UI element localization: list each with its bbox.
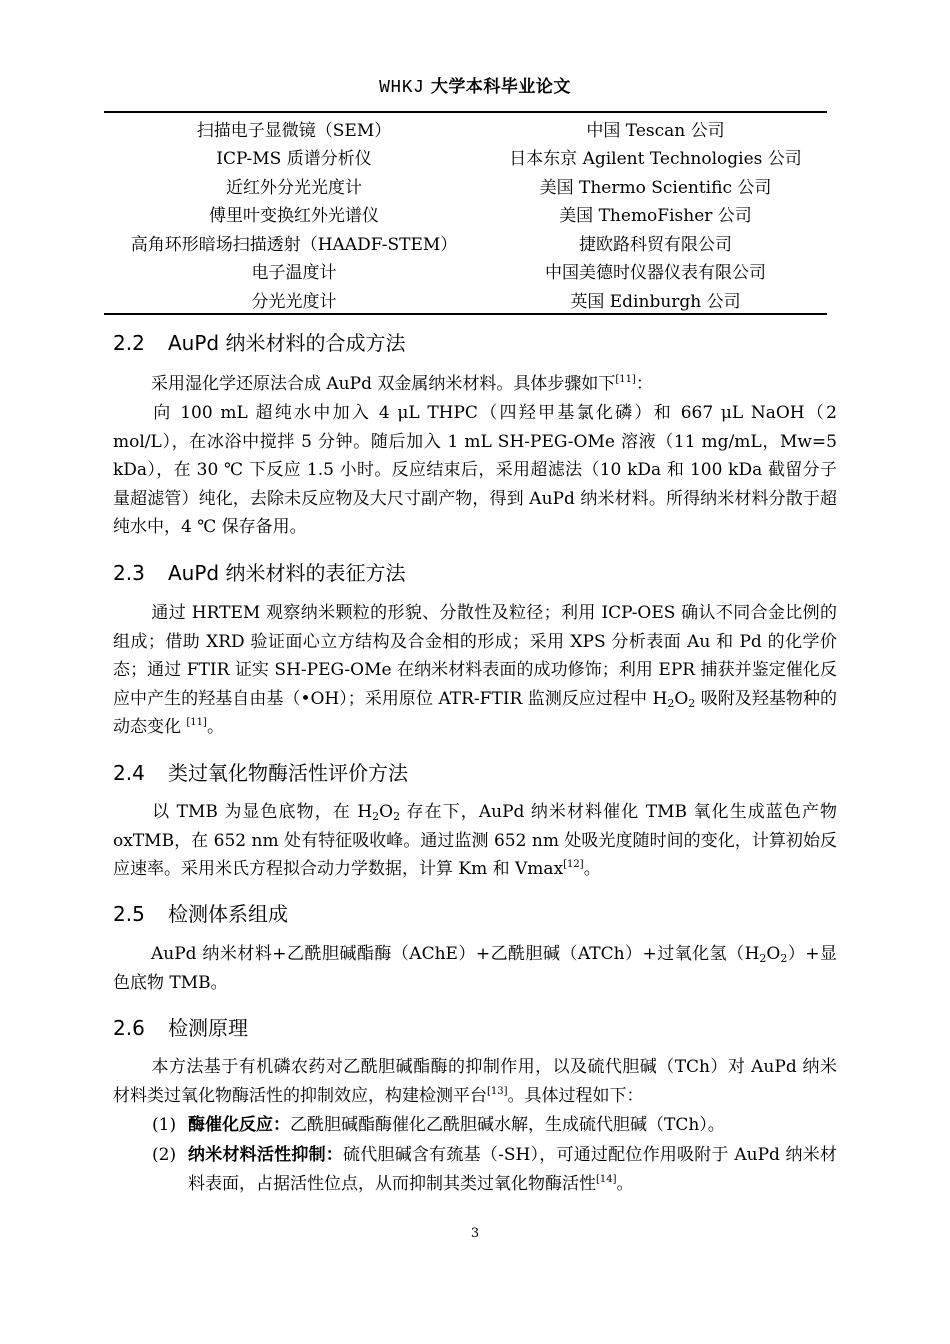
subscript: 2 bbox=[780, 952, 788, 965]
manufacturer: 中国美德时仪器仪表有限公司 bbox=[545, 263, 766, 284]
list-item-bold: 纳米材料活性抑制： bbox=[188, 1145, 344, 1165]
text: 。 bbox=[206, 717, 224, 738]
list-item-end: 。 bbox=[616, 1173, 634, 1194]
instrument-name: 傅里叶变换红外光谱仪 bbox=[209, 206, 379, 227]
section-number: 2.6 bbox=[113, 1016, 145, 1040]
table-top-rule bbox=[104, 111, 827, 113]
instrument-name: 分光光度计 bbox=[251, 291, 337, 312]
text: O bbox=[379, 802, 394, 822]
text: 向 100 mL 超纯水中加入 4 μL THPC（四羟甲基氯化磷）和 667 μL NaOH（2 mol/L），在冰浴中搅拌 5 分钟。随后加入 1 mL SH-PEG-OMe 溶液（11 mg/mL，Mw=5 kDa），在 30 ℃ 下反应 1.5 小时。反应结束后，采用超滤法（10 kDa 和 100 kDa 截留分子量超滤管）纯化，去除未反应物及大尺寸副产物，得到 AuPd 纳米材料。所得纳米材料分散于超纯水中，4 ℃ 保存备用。 bbox=[113, 403, 837, 538]
page-header bbox=[0, 72, 950, 98]
list-item bbox=[152, 1141, 837, 1198]
instrument-name: ICP-MS 质谱分析仪 bbox=[216, 149, 372, 170]
section-number: 2.3 bbox=[113, 561, 145, 585]
list-item-text: 乙酰胆碱酯酶催化乙酰胆碱水解，生成硫代胆碱（TCh）。 bbox=[290, 1115, 725, 1135]
manufacturer: 美国 Thermo Scientific 公司 bbox=[539, 177, 772, 198]
citation: [11] bbox=[186, 717, 207, 729]
text: O bbox=[674, 688, 689, 709]
section-heading-2-4 bbox=[113, 757, 408, 786]
text: 以 TMB 为显色底物，在 H bbox=[151, 802, 373, 822]
citation: [14] bbox=[596, 1173, 617, 1185]
text: 吸附及羟基物种的动态变化 bbox=[113, 688, 837, 738]
page-number: 3 bbox=[470, 1226, 480, 1241]
section-title: 类过氧化物酶活性评价方法 bbox=[168, 761, 408, 785]
paragraph-peroxidase-activity bbox=[113, 798, 837, 884]
table-row bbox=[104, 285, 827, 314]
text: O bbox=[766, 944, 781, 964]
instrument-name: 电子温度计 bbox=[251, 263, 337, 284]
section-heading-2-3 bbox=[113, 557, 405, 586]
table-row bbox=[104, 257, 827, 286]
subscript: 2 bbox=[759, 952, 767, 965]
manufacturer: 中国 Tescan 公司 bbox=[586, 120, 725, 141]
section-number: 2.5 bbox=[113, 902, 145, 926]
section-title: AuPd 纳米材料的合成方法 bbox=[168, 331, 406, 355]
subscript: 2 bbox=[372, 810, 380, 823]
table-row bbox=[104, 228, 827, 257]
citation: [12] bbox=[563, 859, 584, 871]
text: 。 bbox=[583, 859, 601, 880]
citation: [13] bbox=[487, 1085, 508, 1097]
section-title: AuPd 纳米材料的表征方法 bbox=[168, 561, 406, 585]
citation: [11] bbox=[615, 374, 636, 385]
list-marker: (1) bbox=[152, 1115, 177, 1135]
text: 。具体过程如下： bbox=[507, 1085, 644, 1106]
section-title: 检测原理 bbox=[168, 1016, 248, 1040]
header-brand: WHKJ bbox=[379, 78, 425, 98]
list-item-bold: 酶催化反应： bbox=[188, 1115, 290, 1135]
table-row bbox=[104, 114, 827, 143]
subscript: 2 bbox=[667, 696, 675, 710]
manufacturer: 美国 ThemoFisher 公司 bbox=[559, 206, 752, 227]
section-heading-2-2 bbox=[113, 327, 405, 356]
paragraph-characterization bbox=[113, 599, 837, 742]
paragraph-detection-principle bbox=[113, 1053, 837, 1110]
text: 存在下，AuPd 纳米材料催化 TMB 氧化生成蓝色产物 oxTMB，在 652 nm 处有特征吸收峰。通过监测 652 nm 处吸光度随时间的变化，计算初始反应速率。采用米氏方程拟合动力学数据，计算 Km 和 Vmax bbox=[113, 802, 837, 880]
text: ： bbox=[635, 374, 653, 394]
text: AuPd 纳米材料+乙酰胆碱酯酶（AChE）+乙酰胆碱（ATCh）+过氧化氢（H bbox=[151, 944, 760, 964]
table-row bbox=[104, 171, 827, 200]
list-item-text: 硫代胆碱含有巯基（-SH），可通过配位作用吸附于 AuPd 纳米材料表面，占据活性位点，从而抑制其类过氧化物酶活性 bbox=[188, 1145, 837, 1194]
table-bottom-rule bbox=[104, 313, 827, 315]
section-number: 2.2 bbox=[113, 331, 145, 355]
section-heading-2-6 bbox=[113, 1012, 248, 1041]
text: ）+显色底物 TMB。 bbox=[113, 944, 837, 993]
paragraph-synthesis-intro bbox=[113, 370, 837, 399]
section-number: 2.4 bbox=[113, 761, 145, 785]
table-row bbox=[104, 143, 827, 172]
equipment-table bbox=[104, 114, 827, 314]
section-title: 检测体系组成 bbox=[168, 902, 288, 926]
subscript: 2 bbox=[688, 696, 696, 710]
manufacturer: 英国 Edinburgh 公司 bbox=[570, 291, 741, 312]
text: 采用湿化学还原法合成 AuPd 双金属纳米材料。具体步骤如下 bbox=[151, 374, 616, 394]
text: 本方法基于有机磷农药对乙酰胆碱酯酶的抑制作用，以及硫代胆碱（TCh）对 AuPd 纳米材料类过氧化物酶活性的抑制效应，构建检测平台 bbox=[113, 1057, 837, 1106]
instrument-name: 高角环形暗场扫描透射（HAADF-STEM） bbox=[130, 234, 458, 255]
paragraph-synthesis-steps bbox=[113, 399, 837, 542]
header-title: 大学本科毕业论文 bbox=[430, 77, 571, 97]
instrument-name: 扫描电子显微镜（SEM） bbox=[196, 120, 392, 141]
section-heading-2-5 bbox=[113, 898, 288, 927]
subscript: 2 bbox=[393, 810, 401, 823]
table-row bbox=[104, 200, 827, 229]
paragraph-system-composition bbox=[113, 940, 837, 997]
instrument-name: 近红外分光光度计 bbox=[226, 177, 362, 198]
manufacturer: 日本东京 Agilent Technologies 公司 bbox=[509, 149, 802, 170]
list-marker: (2) bbox=[152, 1145, 177, 1165]
list-item bbox=[152, 1111, 837, 1140]
text: 通过 HRTEM 观察纳米颗粒的形貌、分散性及粒径；利用 ICP-OES 确认不同合金比例的组成；借助 XRD 验证面心立方结构及合金相的形成；采用 XPS 分析表面 Au 和 Pd 的化学价态；通过 FTIR 证实 SH-PEG-OMe 在纳米材料表面的成功修饰；利用 EPR 捕获并鉴定催化反应中产生的羟基自由基（•OH）；采用原位 ATR-FTIR 监测反应过程中 H bbox=[113, 603, 837, 709]
manufacturer: 捷欧路科贸有限公司 bbox=[579, 234, 732, 255]
